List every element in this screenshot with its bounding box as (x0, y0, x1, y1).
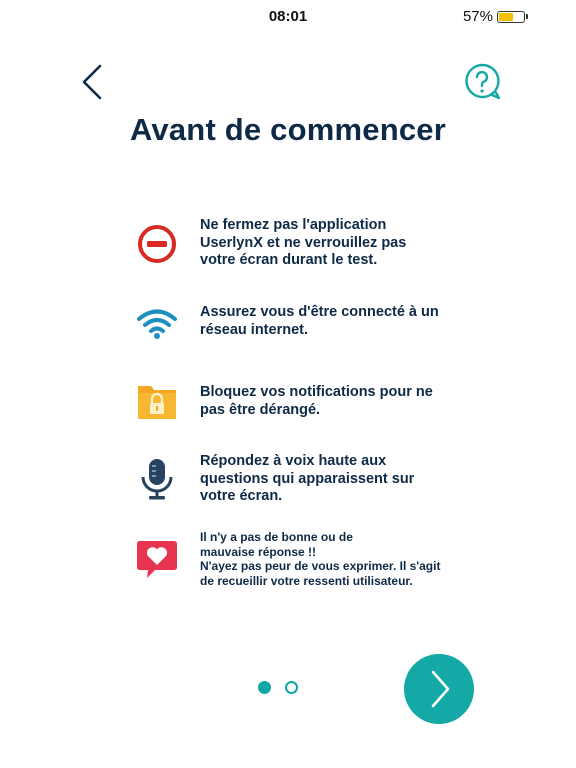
battery-level-fill (499, 13, 513, 21)
tip-text: Il n'y a pas de bonne ou de mauvaise réponse !! N'ayez pas peur de vous exprimer. Il s'agit de recueillir votre ressenti utilisateur. (200, 530, 441, 588)
page-dot-1[interactable] (258, 681, 271, 694)
help-button[interactable] (462, 62, 502, 102)
page-dot-2[interactable] (285, 681, 298, 694)
tip-text: Répondez à voix haute aux questions qui apparaissent sur votre écran. (200, 453, 415, 504)
page-title: Avant de commencer (129, 112, 446, 147)
battery-tip (526, 14, 528, 19)
battery-indicator (463, 8, 528, 25)
tip-text: Bloquez vos notifications pour ne pas être dérangé. (200, 384, 433, 418)
page-indicator (258, 681, 298, 694)
wifi-icon (135, 302, 179, 346)
no-entry-icon (135, 222, 179, 266)
next-button[interactable] (404, 654, 474, 724)
locked-folder-icon (135, 378, 179, 422)
chevron-left-icon (78, 62, 108, 102)
microphone-icon (135, 457, 179, 501)
question-bubble-icon (462, 62, 502, 102)
chevron-right-icon (404, 654, 474, 724)
back-button[interactable] (78, 62, 108, 102)
status-time: 08:01 (268, 8, 308, 25)
tip-text: Ne fermez pas l'application UserlynX et ne verrouillez pas votre écran durant le test. (200, 217, 407, 268)
battery-percent: 57% (462, 8, 493, 25)
heart-bubble-icon (135, 537, 179, 581)
tip-text: Assurez vous d'être connecté à un réseau internet. (200, 304, 439, 338)
battery-icon (497, 11, 525, 23)
